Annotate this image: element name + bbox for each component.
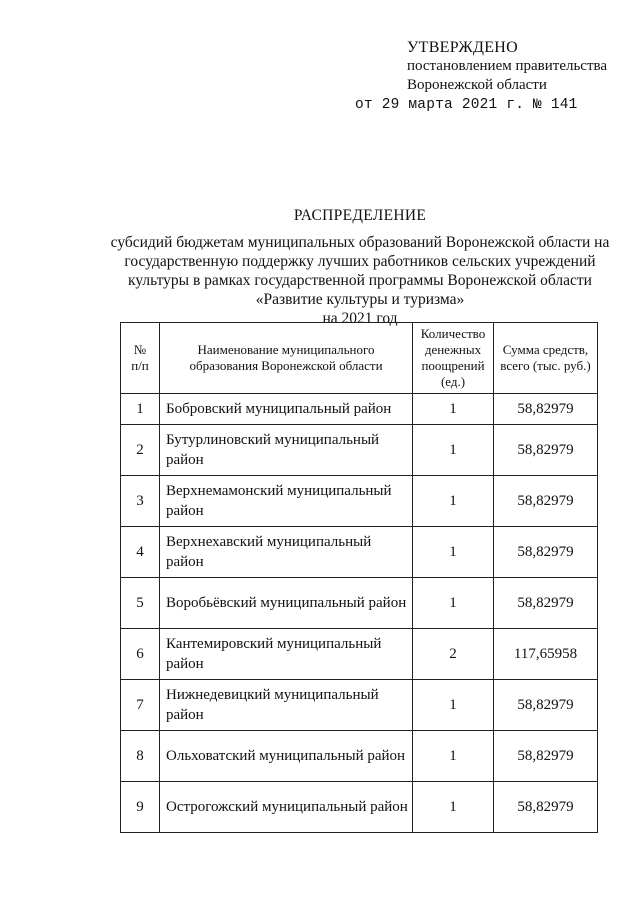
row-count: 1	[413, 527, 494, 578]
approval-heading: УТВЕРЖДЕНО	[407, 39, 519, 56]
row-district-name: Верхнехавский муниципальный район	[160, 527, 413, 578]
row-district-name: Нижнедевицкий муниципальный район	[160, 680, 413, 731]
row-district-name: Бутурлиновский муниципальный район	[160, 425, 413, 476]
row-count: 1	[413, 425, 494, 476]
row-number: 4	[121, 527, 160, 578]
row-district-name: Бобровский муниципальный район	[160, 394, 413, 425]
row-count: 1	[413, 476, 494, 527]
table-row	[121, 425, 598, 476]
row-number: 9	[121, 782, 160, 833]
approval-line-1: постановлением правительства	[407, 58, 608, 74]
row-sum: 58,82979	[494, 425, 598, 476]
subtitle-line-5: на 2021 год	[322, 310, 398, 327]
table-row	[121, 629, 598, 680]
header-count: Количество денежных поощрений (ед.)	[413, 323, 494, 394]
row-district-name: Кантемировский муниципальный район	[160, 629, 413, 680]
row-district-name: Воробьёвский муниципальный район	[160, 578, 413, 629]
subtitle-line-2: государственную поддержку лучших работников сельских учреждений	[124, 253, 596, 270]
document-title-block	[60, 206, 640, 328]
table-row	[121, 578, 598, 629]
table-row	[121, 782, 598, 833]
subtitle-line-1: субсидий бюджетам муниципальных образований Воронежской области на	[110, 234, 610, 251]
row-sum: 58,82979	[494, 578, 598, 629]
table-row	[121, 394, 598, 425]
row-sum: 58,82979	[494, 394, 598, 425]
row-number: 7	[121, 680, 160, 731]
row-sum: 58,82979	[494, 476, 598, 527]
subtitle-line-3: культуры в рамках государственной программы Воронежской области	[128, 272, 592, 289]
subtitle-line-4: «Развитие культуры и туризма»	[255, 291, 465, 308]
row-sum: 58,82979	[494, 782, 598, 833]
distribution-table	[120, 322, 598, 833]
row-sum: 58,82979	[494, 680, 598, 731]
row-count: 1	[413, 782, 494, 833]
row-count: 1	[413, 731, 494, 782]
row-number: 3	[121, 476, 160, 527]
row-count: 1	[413, 680, 494, 731]
row-count: 2	[413, 629, 494, 680]
row-number: 8	[121, 731, 160, 782]
row-count: 1	[413, 578, 494, 629]
row-sum: 117,65958	[494, 629, 598, 680]
row-district-name: Верхнемамонский муниципальный район	[160, 476, 413, 527]
header-sum: Сумма средств, всего (тыс. руб.)	[494, 323, 598, 394]
row-number: 6	[121, 629, 160, 680]
document-title: РАСПРЕДЕЛЕНИЕ	[293, 207, 427, 224]
row-sum: 58,82979	[494, 527, 598, 578]
approval-line-2: Воронежской области	[407, 77, 547, 93]
row-number: 1	[121, 394, 160, 425]
table-row	[121, 680, 598, 731]
approval-date: от 29 марта 2021 г. № 141	[355, 97, 578, 113]
table-row	[121, 527, 598, 578]
table-row	[121, 731, 598, 782]
row-number: 5	[121, 578, 160, 629]
table-header-row	[121, 323, 598, 394]
row-sum: 58,82979	[494, 731, 598, 782]
row-number: 2	[121, 425, 160, 476]
row-count: 1	[413, 394, 494, 425]
row-district-name: Острогожский муниципальный район	[160, 782, 413, 833]
header-number: № п/п	[121, 323, 160, 394]
row-district-name: Ольховатский муниципальный район	[160, 731, 413, 782]
table-row	[121, 476, 598, 527]
approval-stamp	[355, 38, 608, 115]
header-name: Наименование муниципального образования Воронежской области	[160, 323, 413, 394]
